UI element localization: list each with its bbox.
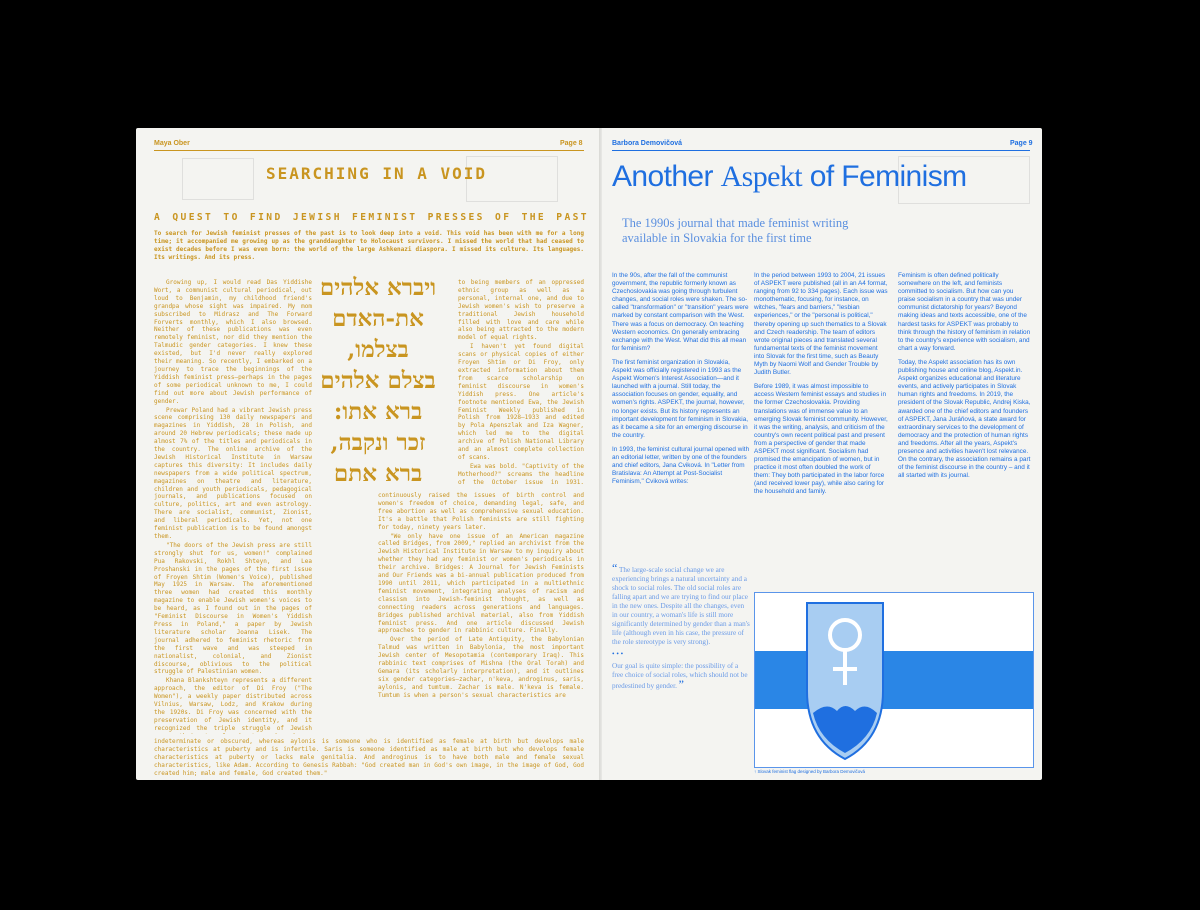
page-author: Barbora Demovičová xyxy=(612,140,683,147)
column-1: Growing up, I would read Das Yiddishe Wort, a communist cultural periodical, out loud to Benjamin, my childhood friend's grandpa whose sight was impaired. My mom subscribed to Midrasz and The Forward Forverts monthly, which I also browsed. Neither of these publications was even remotely feminist, nor did they mention the Talmudic gender categories. I knew these existed, but I'd never really explored their meaning. So recently, I embarked on a journey to trace the beginnings of the Yiddish feminist press—perhaps in the pages of some periodical unknown to me, I could find out more about Jewish performance of gender. Prewar Poland had a vibrant Jewish press scene comprising 130 daily newspapers and magazines in Yiddish, 28 in Polish, and around 20 Hebrew periodicals; these made up almost 7% of the titles and periodicals in the country. The online archive of the Jewish Historical Institute in Warsaw captures this diversity: It includes daily newspapers from a wide political spectrum, magazines on theatre and literature, children and youth periodicals, pedagogical journals, and publications focused on culture, politics, art and even astrology. There are socialist, communist, Zionist, and liberal periodicals. Yet, not one feminist publication is to be found amongst them. "The doors of the Jewish press are still strongly shut for us, women!" complained Pua Rakovski, Rokhl Shteyn, and Lea Proshanski in the pages of the first issue of Froyen Shtim (Women's Voice), published May 1925 in Warsaw. The aforementioned three women had created this monthly magazine to enable Jewish women's voices to be heard, as I found out in the pages of "Feminist Discourse in Women's Yiddish Press in Poland," a paper by Jewish literature scholar Joanna Lisek. The journal adhered to feminist rhetoric from the first wave and was steeped in nationalist, colonial, and Zionist discourse, oblivious to the political struggle of Palestinian women. Khana Blankshteyn represents a different approach, the editor of Di Froy ("The Women"), a weekly paper distributed across Vilnius, Warsaw, Lodz, and Krakow during the 1920s. Di Froy was concerned with the preservation of Jewish identity, and it recognized the triple struggle of Jewish xyxy=(154,279,312,732)
page-number: Page 9 xyxy=(1010,140,1033,147)
column-1: In the 90s, after the fall of the communist government, the republic formerly known as Czechoslovakia was going through turbulent changes, and social roles were shaken. The so-called "transformation" or "transition" years were marked by constant comparison with the West. There was a focus on democracy. On teaching Western economics. On generally embracing exchange with the West. What did this all mean for feminism? The first feminist organization in Slovakia, Aspekt was officially registered in 1993 as the Aspekt Women's Interest Association—and it launched with a journal. Still today, the association focuses on gender, equality, and women's rights. ASPEKT, the journal, however, no longer exists. But its history represents an important development for feminism in Slovakia, as it became a site for an emerging discourse in the country. In 1993, the feminist cultural journal opened with an editorial letter, written by one of the founders and chief editors, Jana Cviková. In "Letter from Bratislava: An Attempt at Post-Socialist Feminism," Cviková writes: xyxy=(612,272,750,486)
title-part-3: of Feminism xyxy=(802,160,967,193)
slovak-feminist-flag xyxy=(755,593,1033,767)
header-rule xyxy=(154,150,584,151)
figure-caption: ↑ Slovak feminist flag designed by Barbora Demovičová xyxy=(754,769,866,774)
pull-quote xyxy=(612,561,750,691)
magazine-spread xyxy=(136,128,1042,780)
show-through-block xyxy=(182,158,254,200)
header-rule xyxy=(612,150,1030,151)
article-title xyxy=(612,160,967,194)
column-2: In the period between 1993 to 2004, 21 issues of ASPEKT were published (all in an A4 format, ranging from 92 to 334 pages). Each issue was monothematic, focusing, for instance, on witches, "fears and barriers," "lesbian experiences," or the "personal is political," thereby opening up such thematics to a Slovak and Czech readership. The team of editors wrote original pieces and translated several fundamental texts of the feminist movement into Slovak for the first time, such as Beauty Myth by Naomi Wolf and Gender Trouble by Judith Butler. Before 1989, it was almost impossible to access Western feminist essays and studies in the former Czechoslovakia. Providing translations was of immense value to an emerging Slovak feminist community. However, it was the writing, analysis, and criticism of the country's own recent political past and present from a perspective of gender that made ASPEKT most significant. Socialism had promised the emancipation of women, but in practice it most often doubled the work of them: They both participated in the labor force (and received lower pay), while also caring for the household and family. xyxy=(754,272,888,496)
column-3: Feminism is often defined politically somewhere on the left, and feminists committed to socialism. But how can you praise socialism in a country that was under communist dictatorship for years? Beyond making ideas and texts accessible, one of the hardest tasks for ASPEKT was probably to think through the history of feminism in relation to the country's experience with socialism, and chart a way forward. Today, the Aspekt association has its own publishing house and online blog, Aspekt.in. Aspekt organizes educational and literature events, and actively participates in Slovak human rights and freedoms. In 2019, the president of the Slovak Republic, Andrej Kiska, awarded one of the chief editors and founders of ASPEKT, Jana Juráňová, a state award for extraordinary services to the development of democracy and the protection of human rights and freedoms. After all the years, Aspekt's presence and activities haven't lost relevance. On the contrary, the association remains a part of the feminist discourse in the country – and it all started with its journal. xyxy=(898,272,1031,480)
venus-shield-icon xyxy=(807,603,883,759)
column-2: to being members of an oppressed ethnic group as well as a personal, internal one, and due to Jewish women's wish to preserve a traditional Jewish household filled with love and care while also being attracted to the modern model of equal rights. I haven't yet found digital scans or physical copies of either Froyen Shtim or Di Froy, only extracted information about them from scarce scholarship on feminist discourse in women's Yiddish press. One article's footnote mentioned Ewa, the Jewish Feminist Weekly published in Polish from 1928–1933 and edited by Pola Apenszlak and Iza Wagner, which led me to the digital archive of Polish National Library and an almost complete collection of scans. Ewa was bold. "Captivity of the Motherhood?" screams the headline of the October issue in 1931. xyxy=(458,279,584,486)
hebrew-verse: ויברא אלהים את-האדם בצלמו, בצלם אלהים ברא אתו: זכר ונקבה, ברא אתם xyxy=(319,274,437,487)
quote-dots: • • • xyxy=(612,650,624,658)
page-author: Maya Ober xyxy=(154,140,190,147)
right-page xyxy=(602,128,1042,780)
article-title: SEARCHING IN A VOID xyxy=(266,164,488,183)
article-subtitle: The 1990s journal that made feminist writing available in Slovakia for the first time xyxy=(622,216,849,245)
quote-text-2: Our goal is quite simple: the possibility of a free choice of social roles, which should not be predestined by gender. xyxy=(612,662,748,690)
article-subtitle: A QUEST TO FIND JEWISH FEMINIST PRESSES OF THE PAST xyxy=(154,212,589,223)
quote-open-mark: “ xyxy=(612,561,618,575)
intro-paragraph: To search for Jewish feminist presses of the past is to look deep into a void. This void has been with me for a long time; it accompanied me growing up as the granddaughter to Holocaust survivors. I missed the world that had ceased to exist decades before I was even born: the world of the large Ashkenazi diaspora. I missed its culture. Its languages. Its writings. And its press. xyxy=(154,230,584,261)
closing-paragraph: indeterminate or obscured, whereas aylonis is someone who is identified as female at birth but develops male characteristics at puberty and is infertile. Saris is someone identified as male at birth but who develops female characteristics at puberty or lacks male genitalia. And androginus is to have both male and female sexual characteristics, like Adam. According to Genesis Rabbah: "God created man in God's own image, in the image of God, God created him; male and female, God created them." xyxy=(154,738,584,777)
left-page xyxy=(136,128,601,780)
title-part-1: Another xyxy=(612,160,721,193)
title-part-aspekt: Aspekt xyxy=(720,160,802,193)
flag-illustration xyxy=(754,592,1034,768)
column-3: continuously raised the issues of birth control and women's freedom of choice, demanding legal, safe, and free abortion as well as comprehensive sexual education. It's a battle that Polish feminists are still fighting for today, ninety years later. "We only have one issue of an American magazine called Bridges, from 2009," replied an archivist from the Jewish Historical Institute in Warsaw to my inquiry about whether they had any feminist or women's periodicals in their archive. Bridges: A Journal for Jewish Feminists and Our Friends was a bi-annual publication produced from 1990 until 2011, which participated in a multiethnic feminist movement, integrating analyses of racism and classism into Jewish-feminist thought, as well as connecting readers across generations and languages. Bridges published archival material, also from Yiddish feminist press. And one article discussed Jewish approaches to gender in rabbinic culture. Finally. Over the period of Late Antiquity, the Babylonian Talmud was written in Babylonia, the most important Jewish center of Mesopotamia (contemporary Iraq). This rabbinic text comprises of Mishna (the Oral Torah) and Gemara (its scholarly interpretation), and it outlines six gender categories—zachar, n'keva, androginus, saris, aylonis, and tumtum. Zachar is male. N'keva is female. Tumtum is when a person's sexual characteristics are xyxy=(378,492,584,699)
quote-text: The large-scale social change we are experiencing brings a natural uncertainty and a shock to social roles. The old social roles are falling apart and we are trying to find our place in the new ones. Despite all the changes, even in our country, a woman's life is still more significantly determined by gender than a man's life (although even in his case, the pressure of the role stereotype is very strong). xyxy=(612,566,750,646)
page-number: Page 8 xyxy=(560,140,583,147)
quote-close-mark: ” xyxy=(678,677,684,691)
